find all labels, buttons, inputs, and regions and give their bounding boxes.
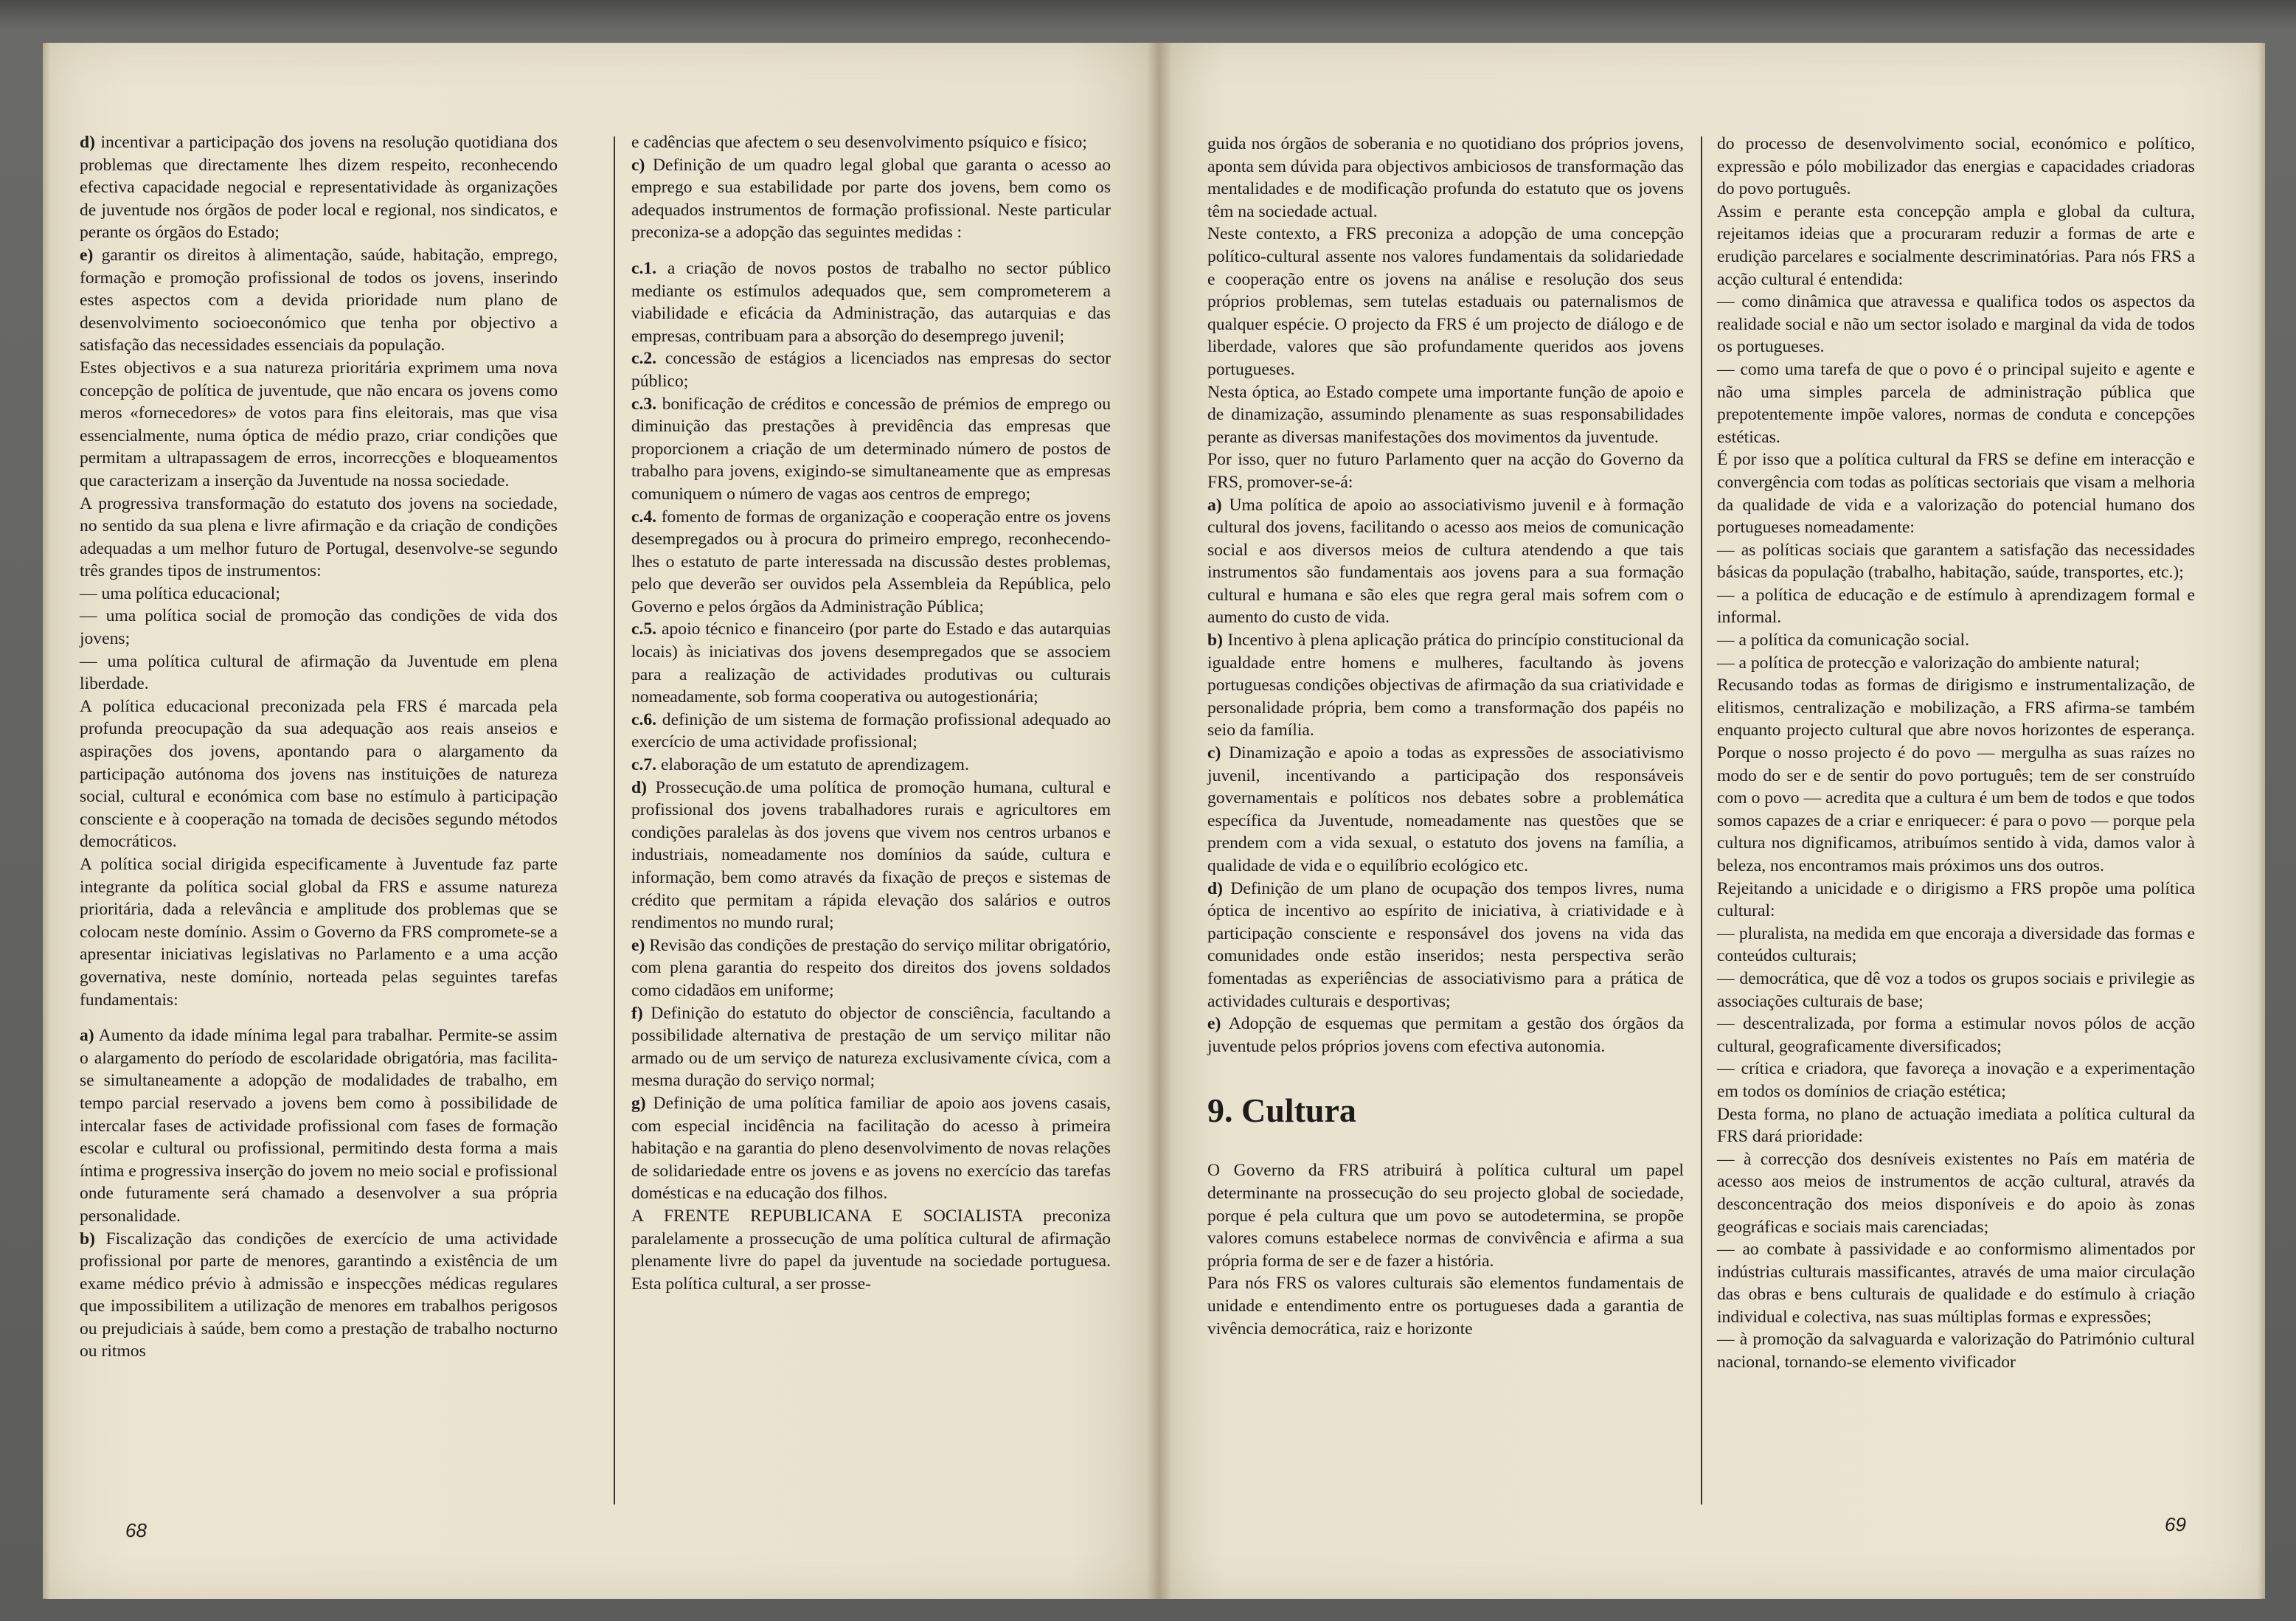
paragraph: a) Aumento da idade mínima legal para trabalhar. Permite-se assim o alargamento do período de escolaridade obrigatória, mas facilita-se simultaneamente a adopção de modalidades de trabalho, em tempo parcial reservado a jovens bem como à possibilidade de intercalar fases de actividade profissional com fases de formação escolar e cultural ou profissional, permitindo desta forma a mais íntima e progressiva inserção do jovem no meio social e profissional onde futuramente será chamado a desenvolver a sua própria personalidade.	[80, 1026, 558, 1226]
paragraph: c) Dinamização e apoio a todas as expressões de associativismo juvenil, incentivando a participação dos responsáveis governamentais e políticos nos debates sobre a problemática específica da Juventude, nomeadamente nas questões que se prendem com a vida sexual, o estatuto dos jovens na família, a qualidade de vida e o equilíbrio ecológico etc.	[1207, 743, 1684, 875]
paragraph: Nesta óptica, ao Estado compete uma importante função de apoio e de dinamização, assumindo plenamente as suas responsabilidades perante as diversas manifestações dos movimentos da juventude.	[1207, 382, 1684, 447]
left-page-edge	[43, 43, 50, 1599]
paragraph: Rejeitando a unicidade e o dirigismo a FRS propõe uma política cultural:	[1717, 878, 2195, 921]
paragraph: A política educacional preconizada pela FRS é marcada pela profunda preocupação da sua adequação aos reais anseios e aspirações dos jovens, apontando para o alargamento da participação autónoma dos jovens nas instituições de natureza social, cultural e económica com base no estímulo à participação consciente e à cooperação na tomada de decisões segundo métodos democráticos.	[80, 696, 558, 852]
book-gutter	[1147, 43, 1172, 1599]
left-column-rule	[614, 136, 615, 1504]
paragraph: A política social dirigida especificamente à Juventude faz parte integrante da política social global da FRS e assume natureza prioritária, dada a relevância e amplitude dos problemas que se colocam neste domínio. Assim o Governo da FRS compromete-se a apresentar iniciativas legislativas no Parlamento e a uma acção governativa, neste domínio, norteada pelas seguintes tarefas fundamentais:	[80, 855, 558, 1010]
paragraph: e) garantir os direitos à alimentação, saúde, habitação, emprego, formação e promoção profissional de todos os jovens, inserindo estes aspectos com a devida prioridade num plano de desenvolvimento socioeconómico que tenha por objectivo a satisfação das necessidades essenciais da população.	[80, 245, 558, 355]
list-item: — descentralizada, por forma a estimular novos pólos de acção cultural, geograficamente diversificados;	[1717, 1014, 2195, 1056]
right-column-rule	[1701, 136, 1702, 1504]
list-item: — crítica e criadora, que favoreça a inovação e a experimentação em todos os domínios de criação estética;	[1717, 1059, 2195, 1101]
list-item: — a política de educação e de estímulo à aprendizagem formal e informal.	[1717, 585, 2195, 628]
list-item: — uma política social de promoção das condições de vida dos jovens;	[80, 606, 558, 649]
paragraph: c) Definição de um quadro legal global que garanta o acesso ao emprego e sua estabilidade por parte dos jovens, bem como os adequados instrumentos de formação profissional. Neste particular preconiza-se a adopção das seguintes medidas :	[631, 155, 1111, 243]
list-item: — como dinâmica que atravessa e qualifica todos os aspectos da realidade social e não um sector isolado e marginal da vida de todos os portugueses.	[1717, 292, 2195, 357]
list-item: — as políticas sociais que garantem a satisfação das necessidades básicas da população (trabalho, habitação, saúde, transportes, etc.);	[1717, 540, 2195, 583]
list-item: — a política de protecção e valorização do ambiente natural;	[1717, 653, 2140, 673]
paragraph: c.2. concessão de estágios a licenciados nas empresas do sector público;	[631, 349, 1111, 391]
paragraph: c.1. a criação de novos postos de trabalho no sector público mediante os estímulos adequados que, sem comprometerem a viabilidade e eficácia da Administração, das autarquias e das empresas, contribuam para a absorção do desemprego juvenil;	[631, 258, 1111, 346]
list-item: — ao combate à passividade e ao conformismo alimentados por indústrias culturais massificantes, através de uma maior circulação das obras e bens culturais de qualidade e do estímulo à criação individual e colectiva, nas suas múltiplas formas e expressões;	[1717, 1240, 2195, 1327]
paragraph: b) Incentivo à plena aplicação prática do princípio constitucional da igualdade entre homens e mulheres, facultando às jovens portuguesas condições objectivas de afirmação da sua criatividade e personalidade própria, bem como a transformação dos papéis no seio da família.	[1207, 631, 1684, 740]
left-page-column-2	[631, 131, 1111, 1295]
paragraph: A progressiva transformação do estatuto dos jovens na sociedade, no sentido da sua plena e livre afirmação e da criação de condições adequadas a um melhor futuro de Portugal, desenvolve-se segundo três grandes tipos de instrumentos:	[80, 493, 558, 581]
paragraph: c.4. fomento de formas de organização e cooperação entre os jovens desempregados ou à procura do primeiro emprego, reconhecendo-lhes o estatuto de parte interessada na discussão destes problemas, pelo que deverão ser ouvidos pela Assembleia da República, pelo Governo e pelos órgãos da Administração Pública;	[631, 507, 1111, 617]
paragraph: O Governo da FRS atribuirá à política cultural um papel determinante na prossecução do seu projecto global de sociedade, porque é pela cultura que um povo se autodetermina, se propõe valores comuns estabelece normas de convivência e afirma a sua própria forma de ser e de fazer a história.	[1207, 1161, 1684, 1271]
page-number-right: 69	[2165, 1513, 2186, 1535]
left-page-column-1	[80, 131, 558, 1363]
right-page-column-1	[1207, 133, 1684, 1340]
paragraph: É por isso que a política cultural da FRS se define em interacção e convergência com todas as políticas sectoriais que visam a melhoria da qualidade de vida e a valorização do potencial humano dos portugueses nomeadamente:	[1717, 450, 2195, 538]
paragraph: c.3. bonificação de créditos e concessão de prémios de emprego ou diminuição das prestações à previdência das empresas que proporcionem a criação de um determinado número de postos de trabalho para jovens, exigindo-se simultaneamente que as empresas comuniquem o número de vagas aos centros de emprego;	[631, 394, 1111, 504]
list-item: — pluralista, na medida em que encoraja a diversidade das formas e conteúdos culturais;	[1717, 923, 2195, 966]
paragraph: Por isso, quer no futuro Parlamento quer na acção do Governo da FRS, promover-se-á:	[1207, 450, 1684, 492]
paragraph: g) Definição de uma política familiar de apoio aos jovens casais, com especial incidência na facilitação do acesso à primeira habitação e na garantia do pleno desenvolvimento de novas relações de solidariedade entre os jovens e as jovens no exercício das tarefas domésticas e na educação dos filhos.	[631, 1093, 1111, 1204]
paragraph: Estes objectivos e a sua natureza prioritária exprimem uma nova concepção de política de juventude, que não encara os jovens como meros «fornecedores» de votos para fins eleitorais, mas que visa essencialmente, numa óptica de médio prazo, criar condições que permitam a ultrapassagem de erros, incorrecções e bloqueamentos que caracterizam a inserção da Juventude na nossa sociedade.	[80, 358, 558, 490]
paragraph: e) Adopção de esquemas que permitam a gestão dos órgãos da juventude pelos próprios jovens com efectiva autonomia.	[1207, 1014, 1684, 1056]
paragraph: f) Definição do estatuto do objector de consciência, facultando a possibilidade alternativa de prestação de um serviço militar não armado ou de um serviço de natureza exclusivamente cívica, com a mesma duração do serviço normal;	[631, 1003, 1111, 1091]
paragraph: a) Uma política de apoio ao associativismo juvenil e à formação cultural dos jovens, facilitando o acesso aos meios de comunicação social e aos diversos meios de cultura atendendo a que tais instrumentos são fundamentais aos jovens para a sua formação cultural e humana e são eles que regra geral mais sofrem com o aumento do custo de vida.	[1207, 495, 1684, 628]
paragraph: Neste contexto, a FRS preconiza a adopção de uma concepção político-cultural assente nos valores fundamentais da solidariedade e cooperação entre os jovens na análise e resolução dos seus próprios problemas, sem tutelas estaduais ou paternalismos de qualquer espécie. O projecto da FRS é um projecto de diálogo e de liberdade, valores que são profundamente queridos aos jovens portugueses.	[1207, 224, 1684, 379]
section-title: 9. Cultura	[1207, 1091, 1356, 1130]
paragraph: Recusando todas as formas de dirigismo e instrumentalização, de elitismos, centralização e mobilização, a FRS afirma-se também enquanto projecto cultural que abre novos horizontes de esperança. Porque o nosso projecto é do povo — mergulha as suas raízes no modo do ser e de sentir do povo português; tem de ser construído com o povo — acredita que a cultura é um bem de todos e que todos somos capazes de a criar e enriquecer: é para o povo — porque pela cultura nos dignificamos, atribuímos sentido à vida, damos valor à beleza, nos encontramos mais próximos uns dos outros.	[1717, 676, 2195, 875]
paragraph: c.7. elaboração de um estatuto de aprendizagem.	[631, 755, 969, 775]
page-number-left: 68	[125, 1519, 147, 1541]
list-item: — como uma tarefa de que o povo é o principal sujeito e agente e não uma simples parcela de administração pública que prepotentemente impõe valores, normas de conduta e concepções estéticas.	[1717, 359, 2195, 447]
list-item: — uma política cultural de afirmação da Juventude em plena liberdade.	[80, 651, 558, 694]
list-item: — à promoção da salvaguarda e valorização do Património cultural nacional, tornando-se elemento vivificador	[1717, 1330, 2195, 1372]
paragraph: Desta forma, no plano de actuação imediata a política cultural da FRS dará prioridade:	[1717, 1104, 2195, 1147]
right-page-column-2	[1717, 133, 2195, 1374]
list-item: — a política da comunicação social.	[1717, 631, 1969, 650]
paragraph: Assim e perante esta concepção ampla e global da cultura, rejeitamos ideias que a procuraram reduzir a formas de arte e erudição parcelares e socialmente descriminatórias. Para nós FRS a acção cultural é entendida:	[1717, 201, 2195, 289]
paragraph: c.6. definição de um sistema de formação profissional adequado ao exercício de uma actividade profissional;	[631, 709, 1111, 752]
paragraph: e cadências que afectem o seu desenvolvimento psíquico e físico;	[631, 133, 1087, 152]
paragraph: e) Revisão das condições de prestação do serviço militar obrigatório, com plena garantia do respeito dos direitos dos jovens soldados como cidadãos em uniforme;	[631, 935, 1111, 1000]
paragraph: Para nós FRS os valores culturais são elementos fundamentais de unidade e entendimento entre os portugueses dada a garantia de vivência democrática, raiz e horizonte	[1207, 1274, 1684, 1339]
list-item: — à correcção dos desníveis existentes no País em matéria de acesso aos meios de instrumentos de acção cultural, através da desconcentração dos meios disponíveis e do apoio às zonas geográficas e sociais mais carenciadas;	[1717, 1149, 2195, 1237]
paragraph: do processo de desenvolvimento social, económico e político, expressão e pólo mobilizador das energias e capacidades criadoras do povo português.	[1717, 134, 2195, 199]
paragraph: d) Definição de um plano de ocupação dos tempos livres, numa óptica de incentivo ao espírito de iniciativa, à criatividade e à participação consciente e responsável dos jovens na vida das comunidades onde estão inseridos; nesta perspectiva serão fomentadas as experiências de associativismo para a prática de actividades culturais e desportivas;	[1207, 878, 1684, 1011]
paragraph: d) Prossecução.de uma política de promoção humana, cultural e profissional dos jovens trabalhadores rurais e agricultores em condições paralelas às dos jovens que vivem nos centros urbanos e industriais, nomeadamente nos domínios da saúde, cultura e informação, bem como através da fixação de preços e sistemas de crédito que permitam a rápida elevação dos salários e outros rendimentos no mundo rural;	[631, 777, 1111, 933]
paragraph: guida nos órgãos de soberania e no quotidiano dos próprios jovens, aponta sem dúvida para objectivos ambiciosos de transformação das mentalidades e de modificação profunda do estatuto que os jovens têm na sociedade actual.	[1207, 134, 1684, 221]
paragraph: c.5. apoio técnico e financeiro (por parte do Estado e das autarquias locais) às iniciativas dos jovens desempregados que se associem para a realização de actividades produtivas ou culturais nomeadamente, sob forma cooperativa ou autogestionária;	[631, 619, 1111, 707]
list-item: — uma política educacional;	[80, 583, 280, 603]
paragraph: b) Fiscalização das condições de exercício de uma actividade profissional por parte de menores, garantindo a existência de um exame médico prévio à admissão e inspecções médicas regulares que impossibilitem a utilização de menores em trabalhos perigosos ou prejudiciais à saúde, bem como a prestação de trabalho nocturno ou ritmos	[80, 1229, 558, 1361]
list-item: — democrática, que dê voz a todos os grupos sociais e privilegie as associações culturais de base;	[1717, 968, 2195, 1011]
right-page-edge	[2258, 43, 2265, 1599]
paragraph: d) incentivar a participação dos jovens na resolução quotidiana dos problemas que directamente lhes dizem respeito, reconhecendo efectiva capacidade negocial e representatividade às organizações de juventude nos órgãos de poder local e regional, nos sindicatos, e perante os órgãos do Estado;	[80, 133, 558, 243]
paragraph: A FRENTE REPUBLICANA E SOCIALISTA preconiza paralelamente a prossecução de uma política cultural de afirmação plenamente livre do papel da juventude na sociedade portuguesa. Esta política cultural, a ser prosse-	[631, 1206, 1111, 1294]
